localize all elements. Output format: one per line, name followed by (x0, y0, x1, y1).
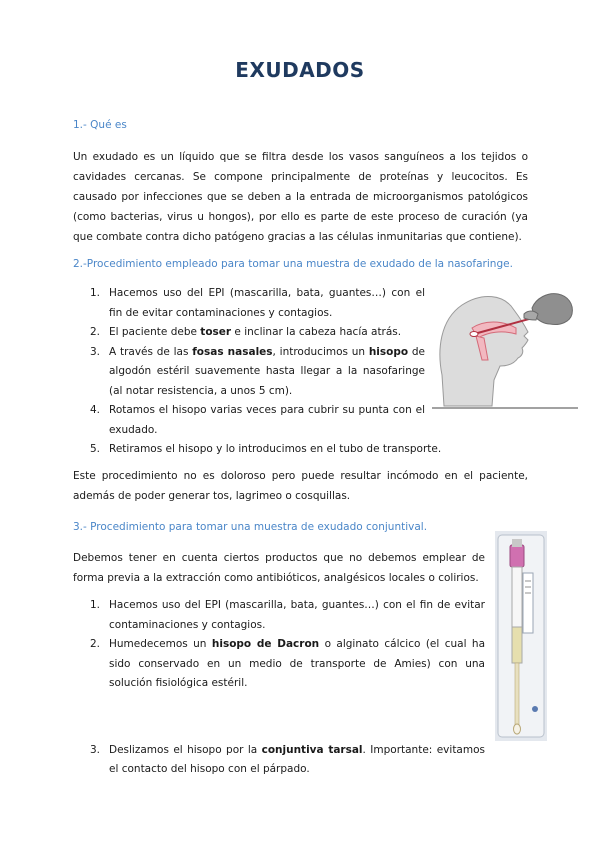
section-2-heading: 2.-Procedimiento empleado para tomar una muestra de exudado de la nasofaringe. (73, 258, 513, 270)
list-item: 2. El paciente debe toser e inclinar la cabeza hacía atrás. (90, 326, 402, 338)
swab-tube-photo (495, 531, 547, 741)
nasopharynx-steps (73, 284, 442, 460)
spacer (73, 694, 485, 741)
section-2-paragraph: Este procedimiento no es doloroso pero puede resultar incómodo en el paciente, además de poder generar tos, lagrimeo o cosquillas. (73, 470, 528, 502)
nasopharynx-illustration (432, 280, 578, 410)
section-1-paragraph: Un exudado es un líquido que se filtra desde los vasos sanguíneos a los tejidos o cavidades cercanas. Se compone principalmente de proteínas y leucocitos. Es causado por infecciones que se deben a la entrada de microorganismos patológicos (como bacterias, virus u hongos), por ello es parte de este proceso de curación (ya que combate contra dicho patógeno gracias a las células inmunitarias que contiene). (73, 151, 528, 243)
list-item: 5. Retiramos el hisopo y lo introducimos en el tubo de transporte. (90, 443, 442, 455)
section-1-heading: 1.- Qué es (73, 119, 127, 131)
page-title: EXUDADOS (235, 58, 365, 82)
list-item: 2. Humedecemos un hisopo de Dacron o alginato cálcico (el cual ha sido conservado en un medio de transporte de Amies) con una solución fisiológica estéril. (90, 638, 486, 689)
list-item: 4. Rotamos el hisopo varias veces para cubrir su punta con el exudado. (90, 404, 425, 436)
conjunctival-steps (73, 596, 485, 780)
list-item: 3. A través de las fosas nasales, introducimos un hisopo de algodón estéril suavemente hasta llegar a la nasofaringe (al notar resistencia, a unos 5 cm). (90, 345, 426, 397)
list-item: 3. Deslizamos el hisopo por la conjuntiva tarsal. Importante: evitamos el contacto del hisopo con el párpado. (90, 743, 485, 775)
list-item: 1. Hacemos uso del EPI (mascarilla, bata, guantes…) con el fin de evitar contaminaciones y contagios. (90, 287, 425, 319)
section-3-heading: 3.- Procedimiento para tomar una muestra de exudado conjuntival. (73, 521, 428, 533)
list-item: 1. Hacemos uso del EPI (mascarilla, bata, guantes…) con el fin de evitar contaminaciones y contagios. (90, 599, 485, 631)
section-3-paragraph: Debemos tener en cuenta ciertos productos que no debemos emplear de forma previa a la extracción como antibióticos, analgésicos locales o colirios. (73, 552, 485, 584)
